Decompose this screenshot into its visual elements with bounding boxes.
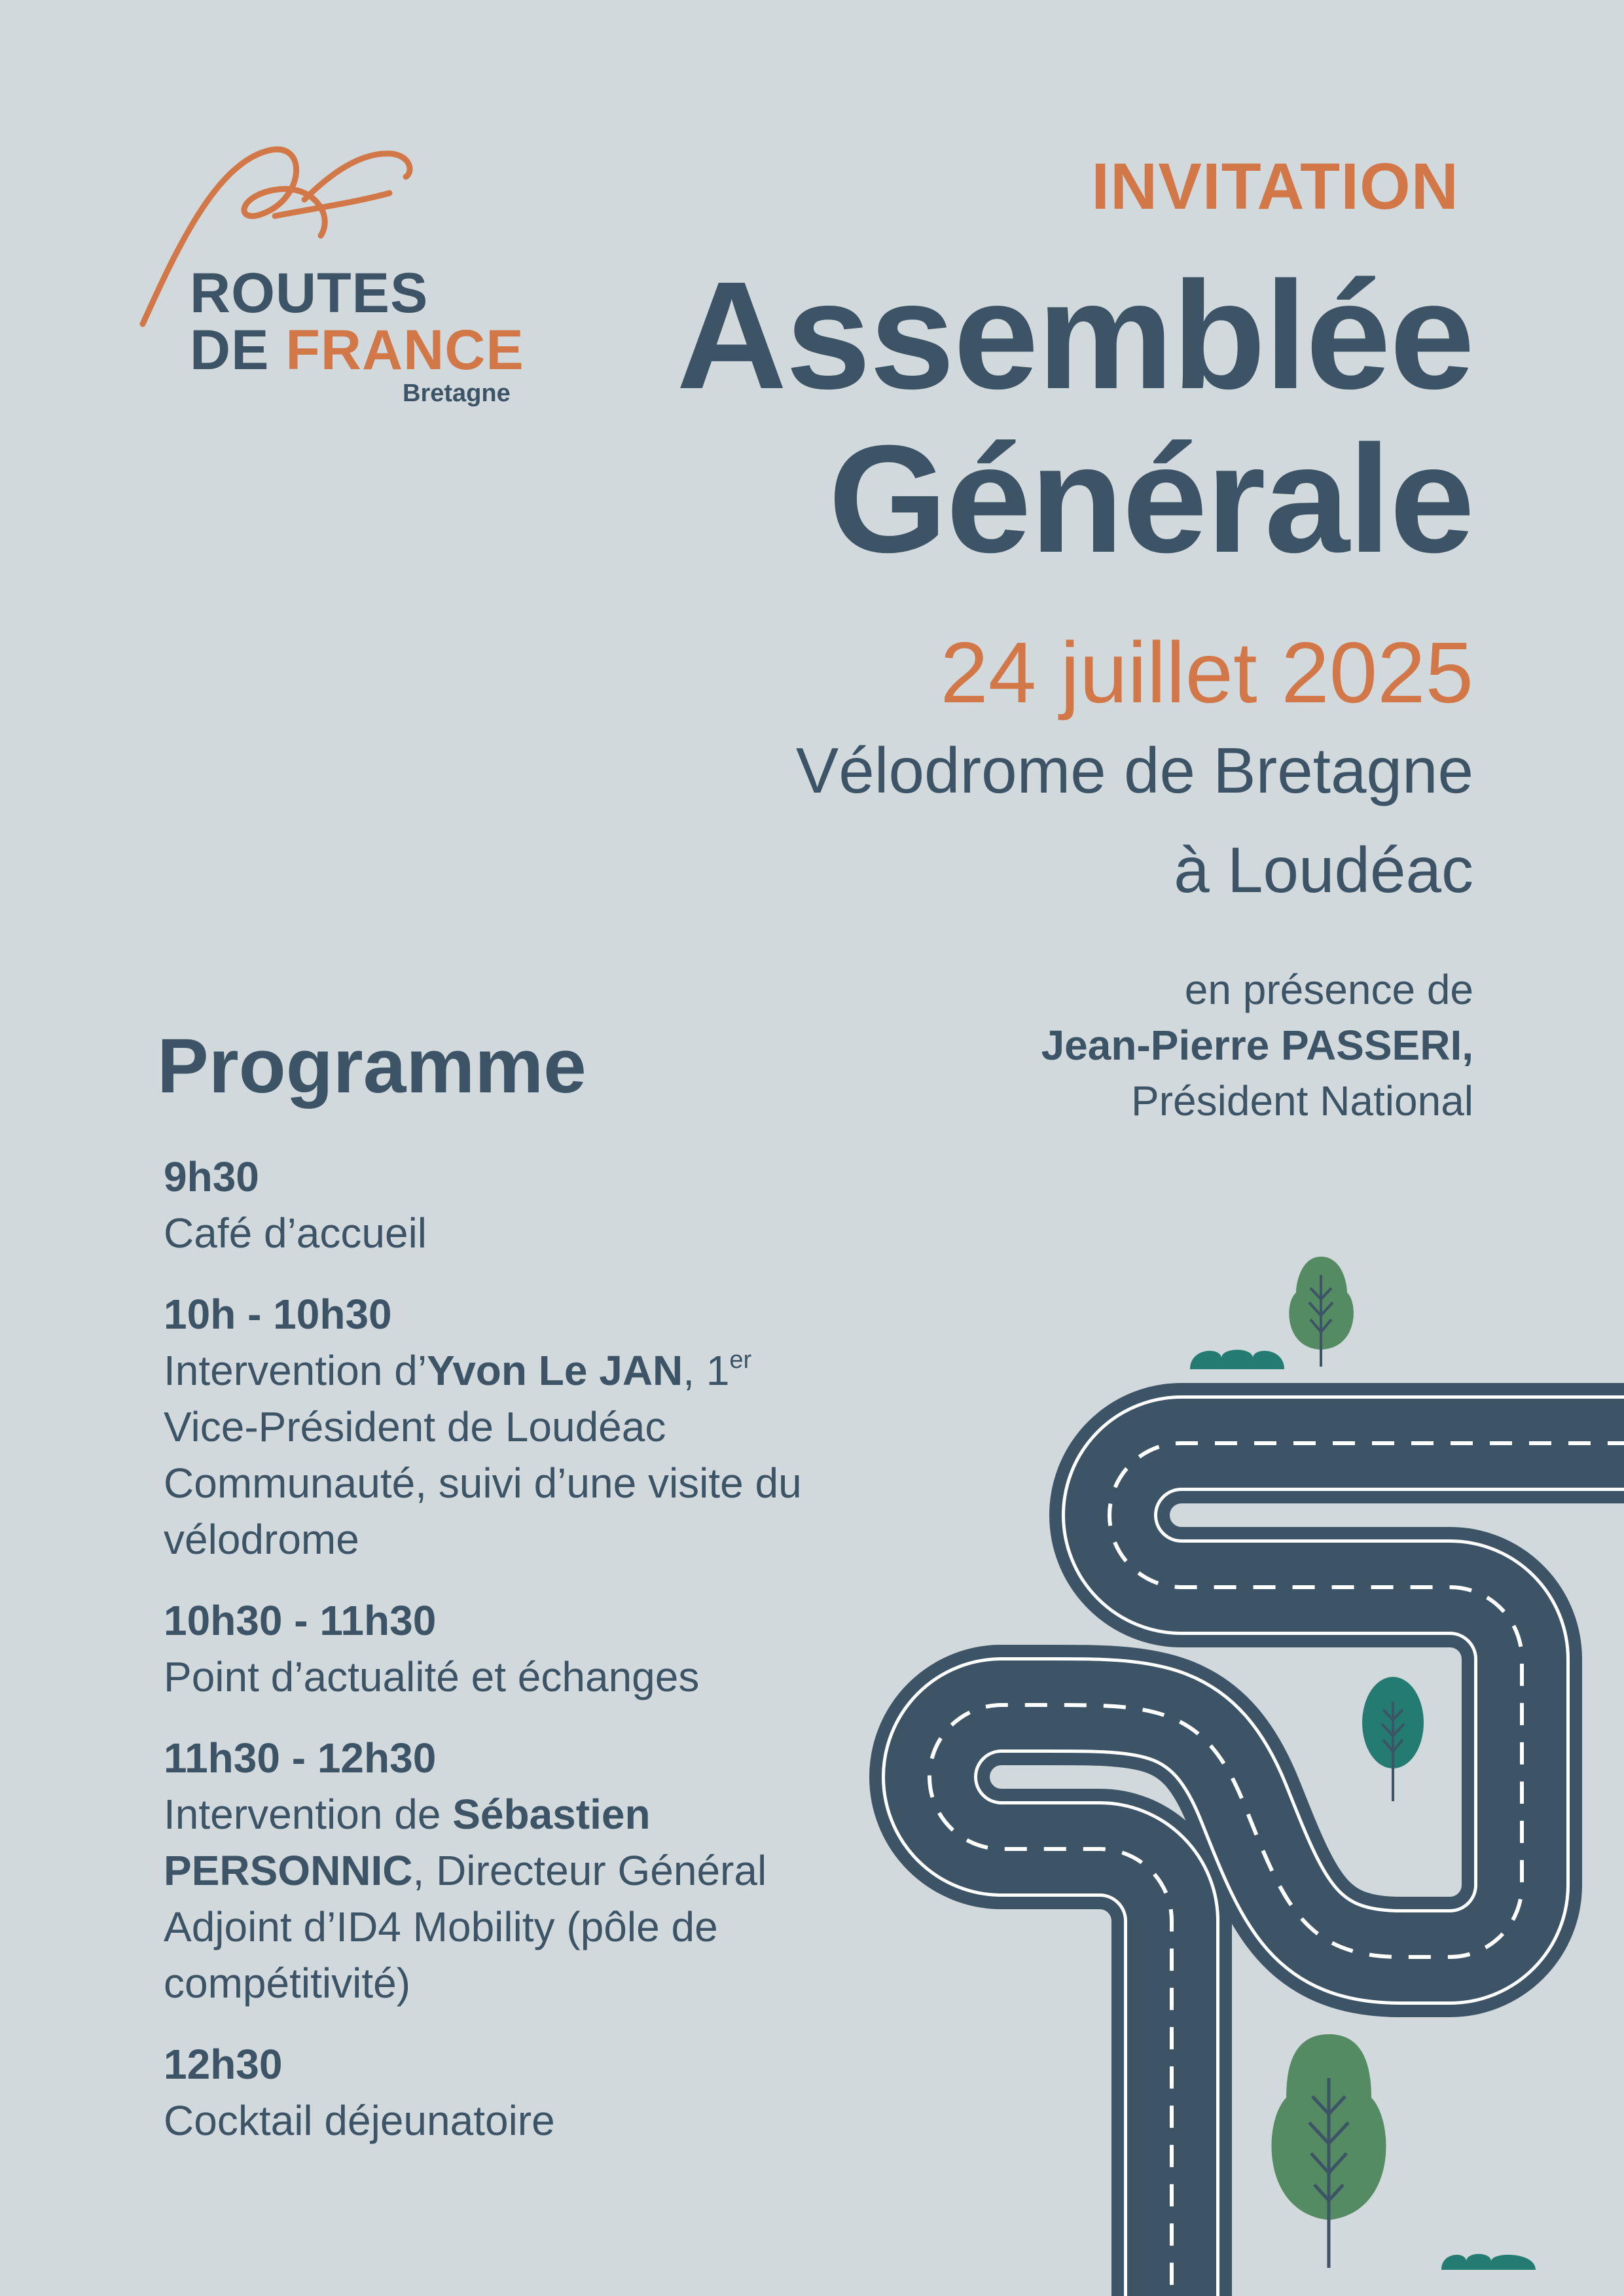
guest-name: Jean-Pierre PASSERI,: [1041, 1022, 1473, 1069]
logo-text-france: FRANCE: [285, 319, 524, 382]
speaker-name: Sébastien PERSONNIC: [164, 1791, 651, 1894]
speaker-name: Yvon Le JAN: [427, 1347, 683, 1394]
bush-icon: [1190, 1350, 1284, 1369]
title-line-1: Assemblée: [676, 249, 1473, 421]
programme-text: Cocktail déjeunatoire: [164, 2097, 555, 2144]
bush-icon: [1441, 2254, 1536, 2270]
programme-title: Programme: [157, 1023, 586, 1109]
programme-text: Intervention d’: [164, 1347, 427, 1394]
tree-icon: [1271, 2034, 1386, 2268]
logo-text-routes: ROUTES: [190, 262, 429, 325]
programme-text: , Directeur Général Adjoint d’ID4 Mobility (pôle de compétitivité): [164, 1847, 767, 2007]
logo-text-de: DE: [190, 319, 286, 382]
programme-time: 11h30 - 12h30: [164, 1734, 437, 1782]
programme-text: Intervention de: [164, 1791, 453, 1838]
event-date: 24 juillet 2025: [940, 624, 1473, 721]
programme-text: Vice-Président de Loudéac Communauté, suivi d’une visite du vélodrome: [164, 1403, 802, 1563]
invitation-kicker: INVITATION: [1091, 150, 1459, 223]
guest-role: Président National: [1131, 1077, 1473, 1124]
logo-text-region: Bretagne: [403, 380, 511, 407]
programme-text: er: [729, 1346, 752, 1374]
programme-text: , 1: [683, 1347, 730, 1394]
tree-icon: [1362, 1677, 1424, 1801]
guest-intro: en présence de: [1184, 966, 1473, 1013]
programme-time: 10h - 10h30: [164, 1291, 392, 1338]
programme-time: 12h30: [164, 2041, 283, 2088]
tree-icon: [1289, 1257, 1354, 1367]
programme-time: 9h30: [164, 1153, 259, 1200]
programme-time: 10h30 - 11h30: [164, 1597, 437, 1644]
title-line-2: Générale: [828, 413, 1473, 584]
venue-line-2: à Loudéac: [1174, 834, 1473, 906]
programme-text: Point d’actualité et échanges: [164, 1653, 700, 1700]
programme-text: Café d’accueil: [164, 1210, 427, 1257]
venue-line-1: Vélodrome de Bretagne: [795, 734, 1473, 806]
